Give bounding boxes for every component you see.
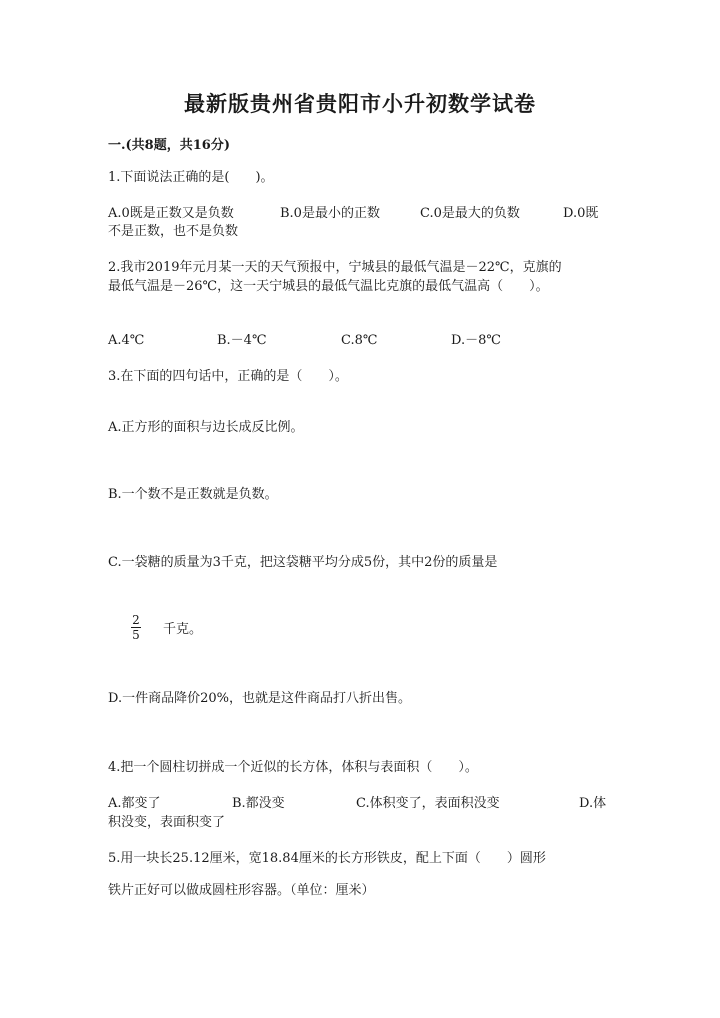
question-1-option-d-cont: 不是正数，也不是负数 — [108, 224, 239, 239]
question-5-stem: 5.用一块长25.12厘米，宽18.84厘米的长方形铁皮，配上下面（ ）圆形 — [108, 851, 546, 866]
question-1-option-d: D.0既 — [563, 206, 599, 221]
fraction-numerator: 2 — [132, 613, 140, 627]
question-4-option-d-cont: 积没变，表面积变了 — [108, 815, 226, 830]
question-2-option-b: B.－4℃ — [217, 333, 267, 348]
question-5-stem-cont: 铁片正好可以做成圆柱形容器。（单位：厘米） — [108, 883, 375, 898]
question-4-option-c: C.体积变了，表面积没变 — [356, 796, 500, 811]
question-1-option-c: C.0是最大的负数 — [420, 206, 520, 221]
question-3-option-a: A.正方形的面积与边长成反比例。 — [108, 420, 304, 435]
question-1-option-b: B.0是最小的正数 — [280, 206, 380, 221]
question-4-stem: 4.把一个圆柱切拼成一个近似的长方体，体积与表面积（ ）。 — [108, 760, 478, 775]
question-2-stem: 2.我市2019年元月某一天的天气预报中，宁城县的最低气温是－22℃，克旗的 — [108, 260, 562, 275]
question-3-option-c-unit: 千克。 — [163, 622, 203, 637]
section-heading: 一.(共8题，共16分) — [108, 138, 230, 153]
question-1-stem: 1.下面说法正确的是( )。 — [108, 170, 274, 185]
question-3-stem: 3.在下面的四句话中，正确的是（ ）。 — [108, 369, 348, 384]
fraction-denominator: 5 — [132, 628, 140, 642]
question-2-stem-cont: 最低气温是－26℃，这一天宁城县的最低气温比克旗的最低气温高（ ）。 — [108, 279, 549, 294]
question-4-option-a: A.都变了 — [108, 796, 161, 811]
fraction-two-fifths — [130, 613, 142, 642]
question-4-option-d: D.体 — [579, 796, 607, 811]
question-2-option-c: C.8℃ — [341, 333, 378, 348]
question-3-option-b: B.一个数不是正数就是负数。 — [108, 487, 278, 502]
question-3-option-c: C.一袋糖的质量为3千克，把这袋糖平均分成5份，其中2份的质量是 — [108, 555, 498, 570]
question-2-option-a: A.4℃ — [108, 333, 145, 348]
question-2-option-d: D.－8℃ — [451, 333, 501, 348]
question-4-option-b: B.都没变 — [232, 796, 285, 811]
question-1-option-a: A.0既是正数又是负数 — [108, 206, 234, 221]
question-3-option-d: D.一件商品降价20%，也就是这件商品打八折出售。 — [108, 691, 411, 706]
page-title: 最新版贵州省贵阳市小升初数学试卷 — [184, 91, 536, 116]
